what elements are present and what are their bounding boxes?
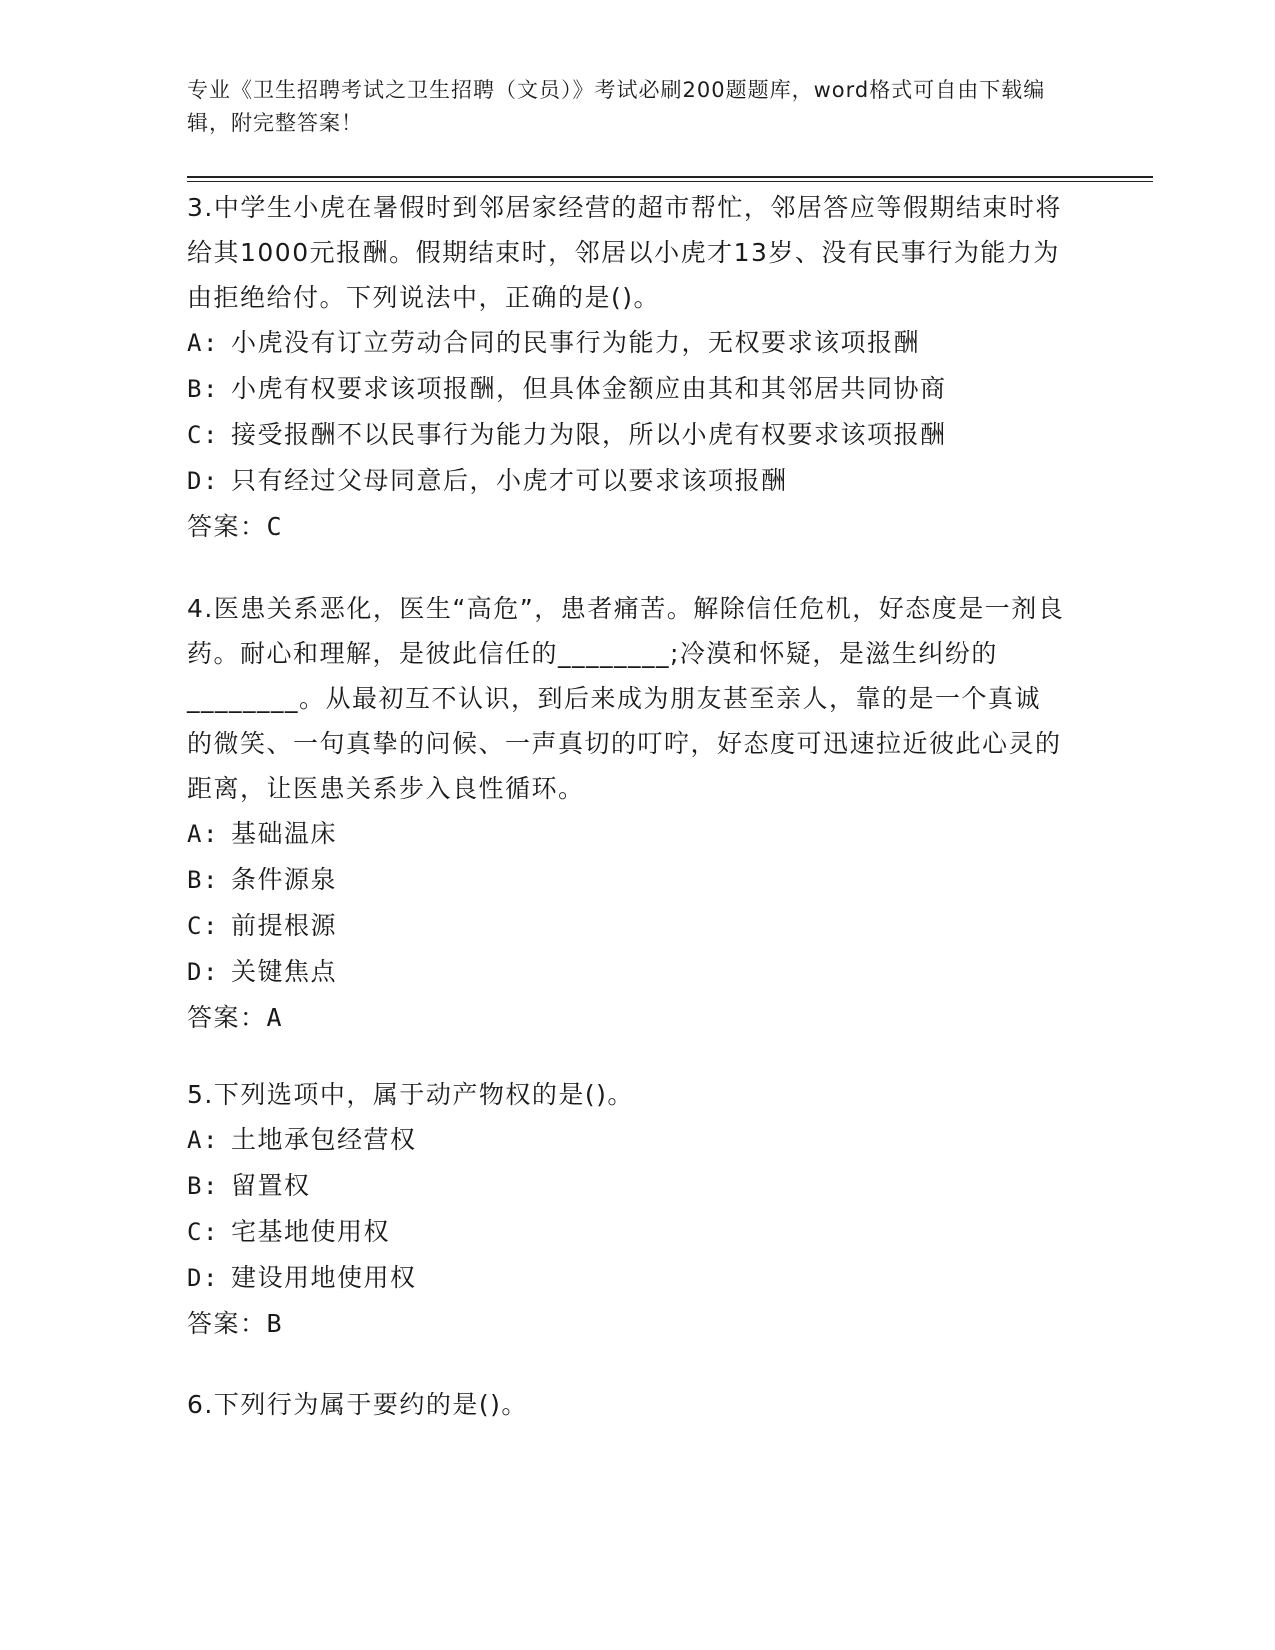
- option-c: [187, 903, 1067, 949]
- option-text: 接受报酬不以民事行为能力为限，所以小虎有权要求该项报酬: [231, 420, 947, 449]
- header-divider-thin: [187, 181, 1153, 182]
- option-d: [187, 949, 1067, 995]
- option-c: [187, 412, 1067, 458]
- question-4: [187, 586, 1067, 1041]
- option-text: 小虎有权要求该项报酬，但具体金额应由其和其邻居共同协商: [231, 374, 947, 403]
- option-a: [187, 1117, 1067, 1163]
- option-text: 土地承包经营权: [231, 1125, 417, 1154]
- option-text: 建设用地使用权: [231, 1263, 417, 1292]
- question-stem: 4.医患关系恶化，医生“高危”，患者痛苦。解除信任危机，好态度是一剂良药。耐心和理解，是彼此信任的________;冷漠和怀疑，是滋生纠纷的________。从最初互不认识，到后来成为朋友甚至亲人，靠的是一个真诚的微笑、一句真挚的问候、一声真切的叮咛，好态度可迅速拉近彼此心灵的距离，让医患关系步入良性循环。: [187, 594, 1065, 803]
- option-letter: C:: [187, 912, 219, 940]
- option-b: [187, 857, 1067, 903]
- option-b: [187, 366, 1067, 412]
- question-stem: 6.下列行为属于要约的是()。: [187, 1390, 528, 1419]
- header-divider-thick: [187, 176, 1153, 178]
- option-letter: C:: [187, 421, 219, 449]
- option-a: [187, 811, 1067, 857]
- option-text: 只有经过父母同意后，小虎才可以要求该项报酬: [231, 466, 788, 495]
- option-text: 小虎没有订立劳动合同的民事行为能力，无权要求该项报酬: [231, 328, 921, 357]
- answer-line: [187, 504, 1067, 550]
- document-header: 专业《卫生招聘考试之卫生招聘（文员）》考试必刷200题题库，word格式可自由下载编辑，附完整答案！: [187, 78, 1046, 135]
- option-b: [187, 1163, 1067, 1209]
- option-text: 条件源泉: [231, 865, 338, 894]
- option-letter: C:: [187, 1218, 219, 1246]
- answer-line: [187, 995, 1067, 1041]
- option-text: 留置权: [231, 1171, 311, 1200]
- option-letter: A:: [187, 820, 219, 848]
- answer-label: 答案：: [187, 1309, 267, 1338]
- question-6: [187, 1382, 1067, 1427]
- option-d: [187, 458, 1067, 504]
- option-text: 基础温床: [231, 819, 338, 848]
- option-a: [187, 320, 1067, 366]
- answer-value: C: [266, 512, 284, 541]
- option-letter: D:: [187, 958, 219, 986]
- question-5: [187, 1072, 1067, 1347]
- question-stem: 5.下列选项中，属于动产物权的是()。: [187, 1080, 634, 1109]
- answer-value: A: [266, 1003, 284, 1032]
- question-3: [187, 185, 1067, 550]
- option-letter: A:: [187, 1126, 219, 1154]
- option-c: [187, 1209, 1067, 1255]
- option-letter: A:: [187, 329, 219, 357]
- answer-label: 答案：: [187, 1003, 267, 1032]
- option-text: 宅基地使用权: [231, 1217, 391, 1246]
- answer-line: [187, 1301, 1067, 1347]
- option-text: 前提根源: [231, 911, 338, 940]
- option-d: [187, 1255, 1067, 1301]
- answer-value: B: [266, 1309, 284, 1338]
- option-letter: D:: [187, 1264, 219, 1292]
- option-letter: B:: [187, 375, 219, 403]
- option-text: 关键焦点: [231, 957, 338, 986]
- answer-label: 答案：: [187, 512, 267, 541]
- question-stem: 3.中学生小虎在暑假时到邻居家经营的超市帮忙，邻居答应等假期结束时将给其1000元报酬。假期结束时，邻居以小虎才13岁、没有民事行为能力为由拒绝给付。下列说法中，正确的是()。: [187, 193, 1062, 312]
- option-letter: B:: [187, 1172, 219, 1200]
- option-letter: D:: [187, 467, 219, 495]
- option-letter: B:: [187, 866, 219, 894]
